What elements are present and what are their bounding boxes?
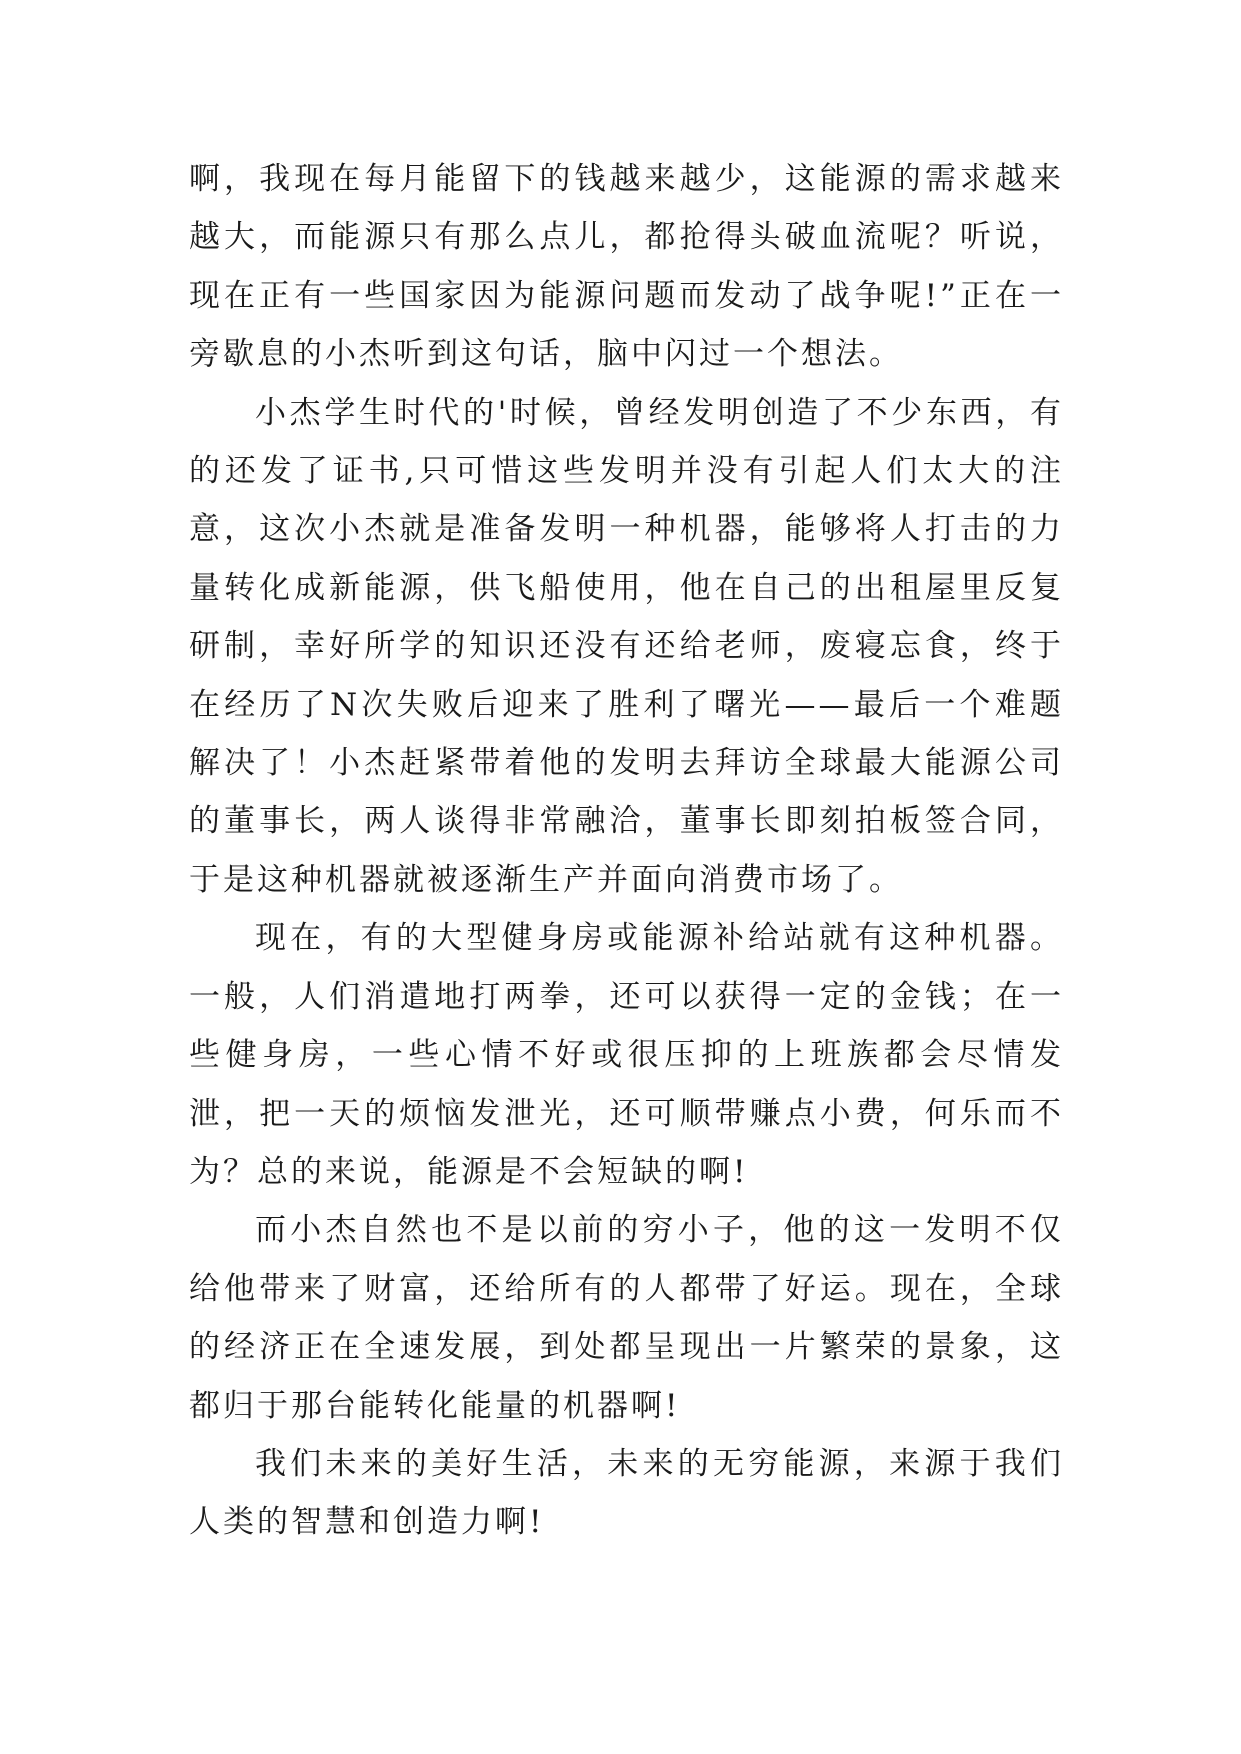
paragraph-5: 我们未来的美好生活，未来的无穷能源，来源于我们人类的智慧和创造力啊! bbox=[189, 1445, 1064, 1541]
document-body bbox=[189, 150, 1064, 1552]
paragraph-4: 而小杰自然也不是以前的穷小子，他的这一发明不仅给他带来了财富，还给所有的人都带了好运。现在，全球的经济正在全速发展，到处都呈现出一片繁荣的景象，这都归于那台能转化能量的机器啊! bbox=[189, 1212, 1064, 1424]
paragraph-1: 啊，我现在每月能留下的钱越来越少，这能源的需求越来越大，而能源只有那么点儿，都抢得头破血流呢？听说，现在正有一些国家因为能源问题而发动了战争呢!”正在一旁歇息的小杰听到这句话，脑中闪过一个想法。 bbox=[189, 161, 1064, 373]
paragraph-3: 现在，有的大型健身房或能源补给站就有这种机器。一般，人们消遣地打两拳，还可以获得一定的金钱；在一些健身房，一些心情不好或很压抑的上班族都会尽情发泄，把一天的烦恼发泄光，还可顺带赚点小费，何乐而不为？总的来说，能源是不会短缺的啊! bbox=[189, 920, 1064, 1190]
paragraph-2: 小杰学生时代的'时候，曾经发明创造了不少东西，有的还发了证书,只可惜这些发明并没有引起人们太大的注意，这次小杰就是准备发明一种机器，能够将人打击的力量转化成新能源，供飞船使用，他在自己的出租屋里反复研制，幸好所学的知识还没有还给老师，废寝忘食，终于在经历了N次失败后迎来了胜利了曙光——最后一个难题解决了！小杰赶紧带着他的发明去拜访全球最大能源公司的董事长，两人谈得非常融洽，董事长即刻拍板签合同，于是这种机器就被逐渐生产并面向消费市场了。 bbox=[189, 394, 1064, 898]
